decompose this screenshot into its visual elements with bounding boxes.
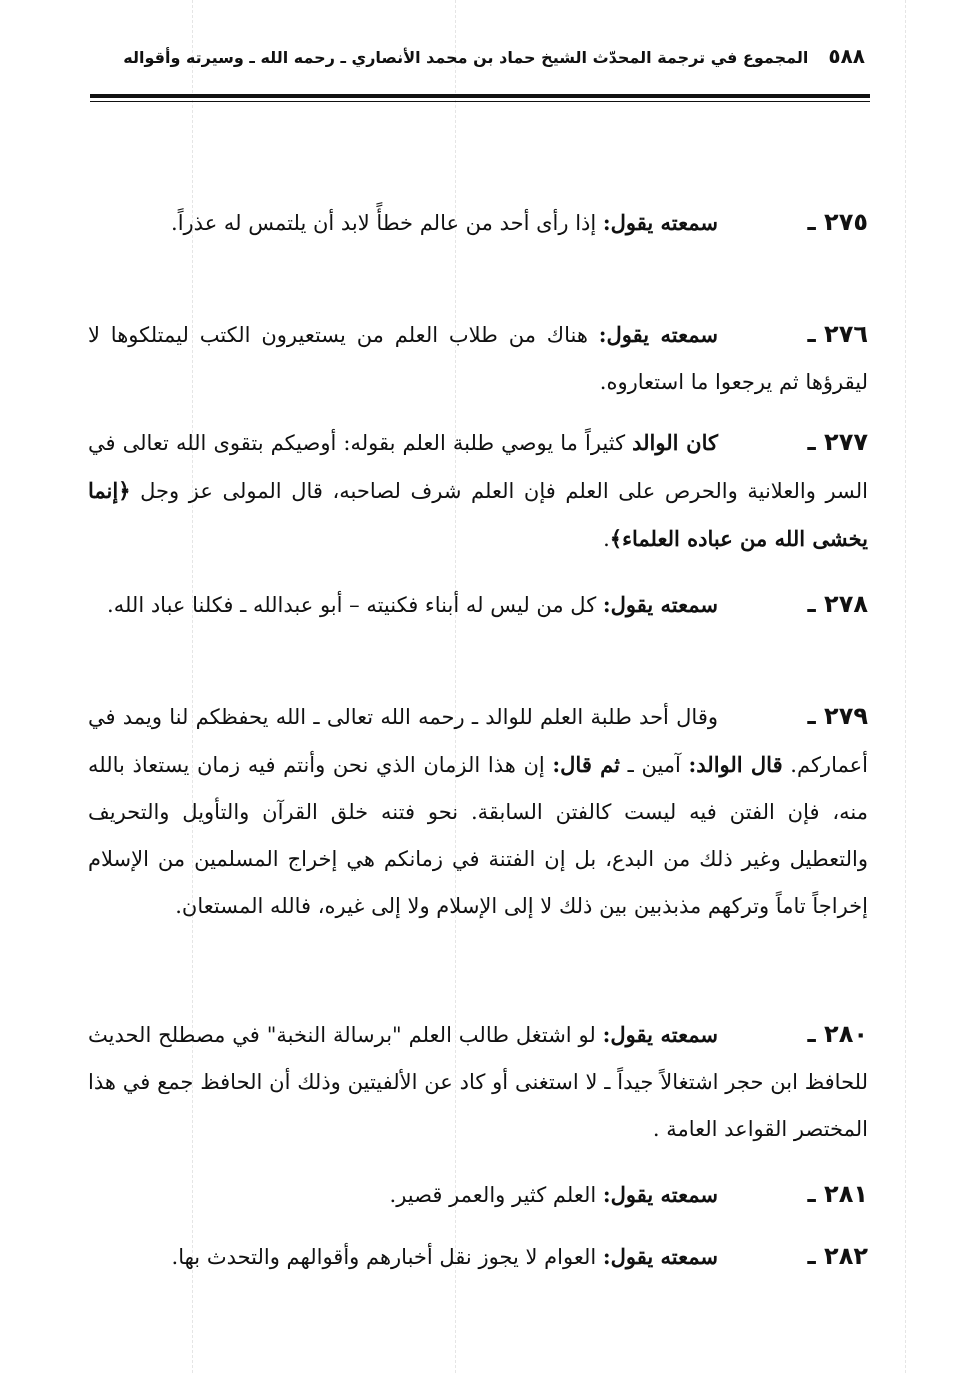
entry-number: ٢٧٩ ـ xyxy=(807,702,868,730)
entry-number: ٢٧٦ ـ xyxy=(807,320,868,348)
entry-text: إن هذا الزمان الذي نحن وأنتم فيه زمان يستعاذ بالله منه، فإن الفتن فيه ليست كالفتن السابقة. نحو فتنه خلق القرآن والتأويل والتحريف والتعطيل وغير ذلك من البدع، بل إن الفتنة في زمانكم هي إخراج المسلمين من الإسلام إخراجاً تاماً وتركهم مذبذبين بين ذلك لا إلى الإسلام ولا إلى غيره، فالله المستعان. xyxy=(88,753,868,918)
entry-275 xyxy=(88,199,868,247)
entry-number: ٢٨٢ ـ xyxy=(807,1242,868,1270)
entry-lead: سمعته يقول: xyxy=(602,1182,718,1207)
entry-text: كل من ليس له أبناء فكنيته – أبو عبدالله ـ فكلنا عباد الله. xyxy=(107,593,603,617)
header-rule-thin xyxy=(90,101,870,102)
entry-lead: سمعته يقول: xyxy=(598,322,718,347)
page-number: ٥٨٨ xyxy=(828,44,865,68)
entry-text: كثيراً ما يوصي طلبة العلم بقوله: أوصيكم بتقوى الله تعالى في السر والعلانية والحرص على العلم فإن العلم شرف لصاحبه، قال المولى عز وجل xyxy=(88,431,868,503)
entry-280 xyxy=(88,1011,868,1153)
page-header xyxy=(123,44,865,78)
entry-number: ٢٧٨ ـ xyxy=(807,590,868,618)
entry-number: ٢٨١ ـ xyxy=(807,1180,868,1208)
entry-bold-phrase: قال الوالد: xyxy=(688,752,783,777)
entry-lead: سمعته يقول: xyxy=(602,210,718,235)
entry-number: ٢٧٧ ـ xyxy=(807,428,868,456)
entry-text: لو اشتغل طالب العلم "برسالة النخبة" في مصطلح الحديث للحافظ ابن حجر اشتغالاً جيداً ـ لا استغنى أو كاد عن الألفيتين وذلك أن الحافظ جمع في هذا المختصر القواعد العامة . xyxy=(88,1023,868,1141)
entry-text: هناك من طلاب العلم من يستعيرون الكتب ليمتلكوها لا ليقرؤها ثم يرجعوا ما استعاروه. xyxy=(88,323,868,394)
scan-artifact-line xyxy=(905,0,906,1373)
entry-282 xyxy=(88,1233,868,1281)
entry-text: إذا رأى أحد من عالم خطأً لابد أن يلتمس له عذراً. xyxy=(171,211,603,235)
entry-lead: كان الوالد xyxy=(632,430,718,455)
quran-quote: ﴿إنما يخشى الله من عباده العلماء﴾ xyxy=(88,478,868,551)
entry-bold-phrase: ثم قال: xyxy=(552,752,620,777)
entry-276 xyxy=(88,311,868,406)
entry-lead: سمعته يقول: xyxy=(602,592,718,617)
entry-281 xyxy=(88,1171,868,1219)
entry-278 xyxy=(88,581,868,629)
entry-text: العوام لا يجوز نقل أخبارهم وأقوالهم والتحدث بها. xyxy=(171,1245,603,1269)
entry-lead: سمعته يقول: xyxy=(602,1022,718,1047)
header-rule-thick xyxy=(90,94,870,98)
entry-number: ٢٧٥ ـ xyxy=(807,208,868,236)
entry-text: آمين ـ xyxy=(619,753,689,777)
running-title: المجموع في ترجمة المحدّث الشيخ حماد بن محمد الأنصاري ـ رحمه الله ـ وسيرته وأقواله xyxy=(123,48,809,67)
entry-279 xyxy=(88,693,868,930)
entry-lead: سمعته يقول: xyxy=(602,1244,718,1269)
entry-number: ٢٨٠ ـ xyxy=(807,1020,868,1048)
entry-text: وقال أحد طلبة العلم للوالد ـ رحمه الله تعالى ـ الله يحفظكم لنا ويمد في أعماركم. xyxy=(88,705,868,777)
entry-text: العلم كثير والعمر قصير. xyxy=(389,1183,603,1207)
entry-277 xyxy=(88,419,868,563)
entry-tail: . xyxy=(603,527,610,551)
